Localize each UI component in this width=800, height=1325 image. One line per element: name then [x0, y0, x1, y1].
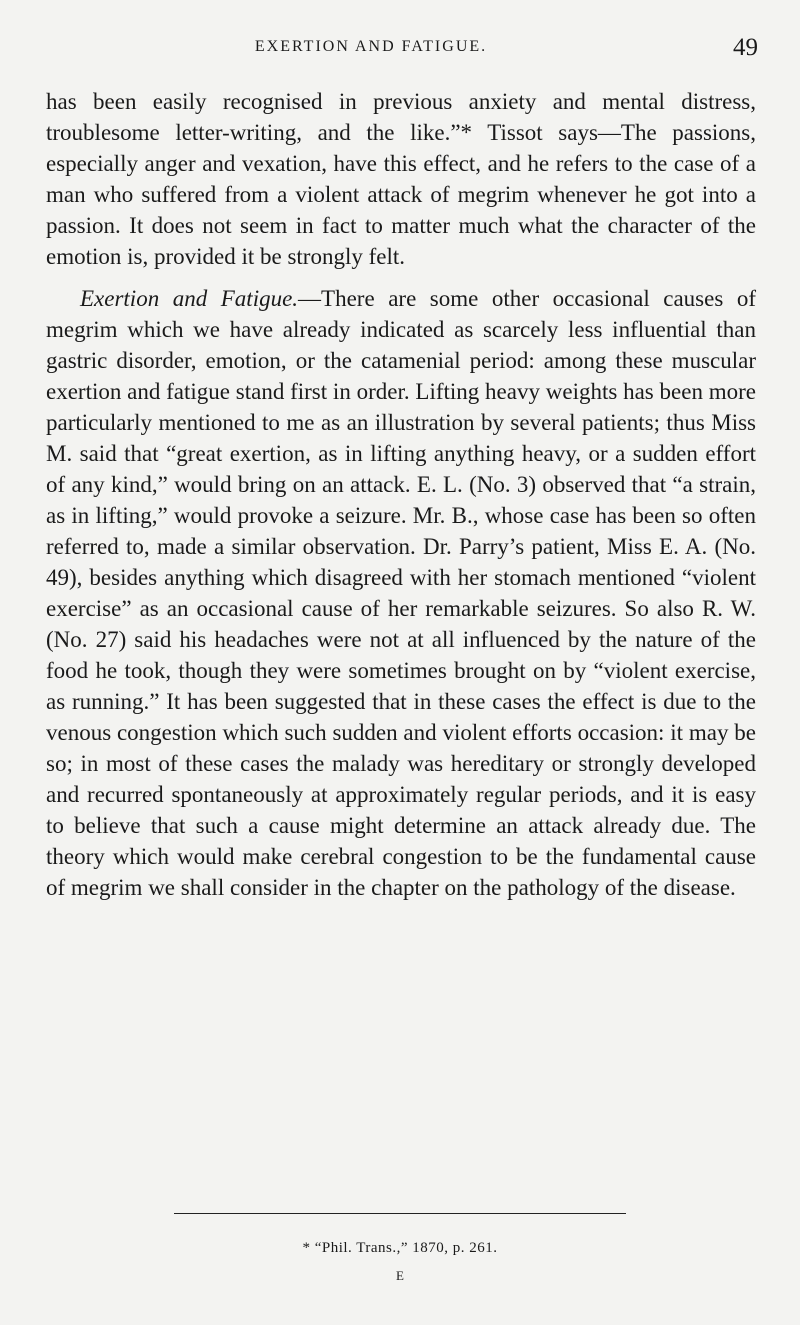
- paragraph-exertion-and-fatigue: [46, 283, 756, 903]
- paragraph-text: —There are some other occasional causes of megrim which we have already indicated as scarcely less influential than gastric disorder, emotion, or the catamenial period: among these muscular exertion and fatigue stand first in order. Lifting heavy weights has been more particularly mentioned to me as an illustration by several patients; thus Miss M. said that “great exertion, as in lifting anything heavy, or a sudden effort of any kind,” would bring on an attack. E. L. (No. 3) observed that “a strain, as in lifting,” would provoke a seizure. Mr. B., whose case has been so often referred to, made a similar observation. Dr. Parry’s patient, Miss E. A. (No. 49), besides anything which disagreed with her stomach mentioned “violent exercise” as an occasional cause of her remarkable seizures. So also R. W. (No. 27) said his headaches were not at all influenced by the nature of the food he took, though they were sometimes brought on by “violent exercise, as running.” It has been suggested that in these cases the effect is due to the venous congestion which such sudden and violent efforts occasion: it may be so; in most of these cases the malady was hereditary or strongly developed and recurred spontaneously at approximately regular periods, and it is easy to believe that such a cause might determine an attack already due. The theory which would make cerebral congestion to be the fundamental cause of megrim we shall consider in the chapter on the pathology of the disease.: [46, 286, 756, 900]
- footnote-rule: [174, 1213, 626, 1214]
- section-run-in-heading: Exertion and Fatigue.: [80, 286, 299, 311]
- page-number: 49: [733, 34, 758, 61]
- paragraph-continued: has been easily recognised in previous anxiety and mental distress, troublesome letter-writing, and the like.”* Tissot says—The passions, especially anger and vexation, have this effect, and he refers to the case of a man who suffered from a violent attack of megrim whenever he got into a passion. It does not seem in fact to matter much what the character of the emotion is, provided it be strongly felt.: [46, 89, 756, 269]
- running-title: EXERTION AND FATIGUE.: [254, 38, 488, 55]
- running-head: [46, 34, 758, 64]
- body-text: [46, 86, 756, 903]
- footnote: * “Phil. Trans.,” 1870, p. 261.: [302, 1240, 498, 1256]
- signature-mark: E: [396, 1268, 404, 1283]
